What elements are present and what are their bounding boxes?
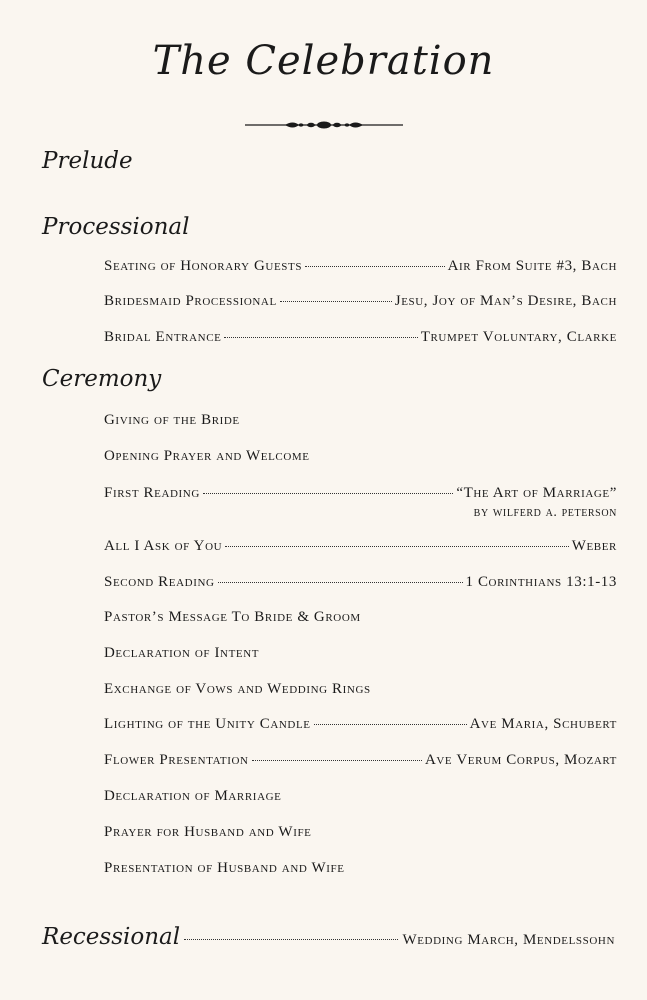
program-row (104, 411, 617, 429)
section-heading-prelude: Prelude (42, 148, 133, 174)
program-music: Trumpet Voluntary, Clarke (420, 329, 617, 345)
program-row (104, 608, 617, 626)
program-row (104, 573, 617, 591)
page-title: The Celebration (152, 38, 495, 84)
program-item: Bridesmaid Processional (104, 293, 277, 309)
program-item: Declaration of Intent (104, 645, 260, 661)
program-row (104, 787, 617, 805)
program-row (104, 644, 617, 662)
program-music: 1 Corinthians 13:1-13 (465, 574, 617, 590)
dot-leader (203, 492, 453, 494)
program-row (104, 292, 617, 310)
dot-leader (224, 336, 417, 338)
program-row (104, 328, 617, 346)
ornamental-divider-icon (245, 118, 403, 132)
program-item: Bridal Entrance (104, 329, 222, 345)
program-subline: by wilferd a. peterson (473, 505, 617, 520)
program-item: Opening Prayer and Welcome (104, 448, 310, 464)
section-heading-recessional: Recessional (42, 924, 181, 950)
dot-leader (314, 723, 467, 725)
program-item: Flower Presentation (104, 752, 249, 768)
program-row (104, 257, 617, 275)
program-music: “The Art of Marriage” (456, 485, 617, 501)
program-item: Lighting of the Unity Candle (104, 716, 311, 732)
program-item: First Reading (104, 485, 200, 501)
program-item: Exchange of Vows and Wedding Rings (104, 681, 371, 697)
program-item: Prayer for Husband and Wife (104, 824, 312, 840)
program-row (104, 823, 617, 841)
dot-leader (280, 300, 392, 302)
program-row (104, 447, 617, 465)
program-music: Ave Maria, Schubert (469, 716, 617, 732)
section-heading-ceremony: Ceremony (42, 366, 162, 392)
dot-leader (225, 545, 569, 547)
program-music: Air From Suite #3, Bach (447, 258, 617, 274)
program-row (104, 751, 617, 769)
program-item: Giving of the Bride (104, 412, 240, 428)
program-music: Jesu, Joy of Man’s Desire, Bach (394, 293, 617, 309)
program-item: Declaration of Marriage (104, 788, 282, 804)
program-item: All I Ask of You (104, 538, 223, 554)
program-item: Second Reading (104, 574, 215, 590)
dot-leader (305, 265, 445, 267)
program-music: Ave Verum Corpus, Mozart (424, 752, 617, 768)
program-row (104, 680, 617, 698)
section-heading-processional: Processional (42, 214, 190, 240)
dot-leader (184, 938, 398, 940)
program-row (104, 537, 617, 555)
program-row (104, 859, 617, 877)
dot-leader (252, 759, 422, 761)
recessional-row (42, 924, 615, 950)
dot-leader (218, 581, 463, 583)
program-music: Weber (571, 538, 617, 554)
program-item: Seating of Honorary Guests (104, 258, 303, 274)
program-item: Presentation of Husband and Wife (104, 860, 345, 876)
program-row (104, 715, 617, 733)
program-row (104, 484, 617, 502)
program-item: Pastor’s Message To Bride & Groom (104, 609, 361, 625)
recessional-music: Wedding March, Mendelssohn (402, 932, 615, 948)
